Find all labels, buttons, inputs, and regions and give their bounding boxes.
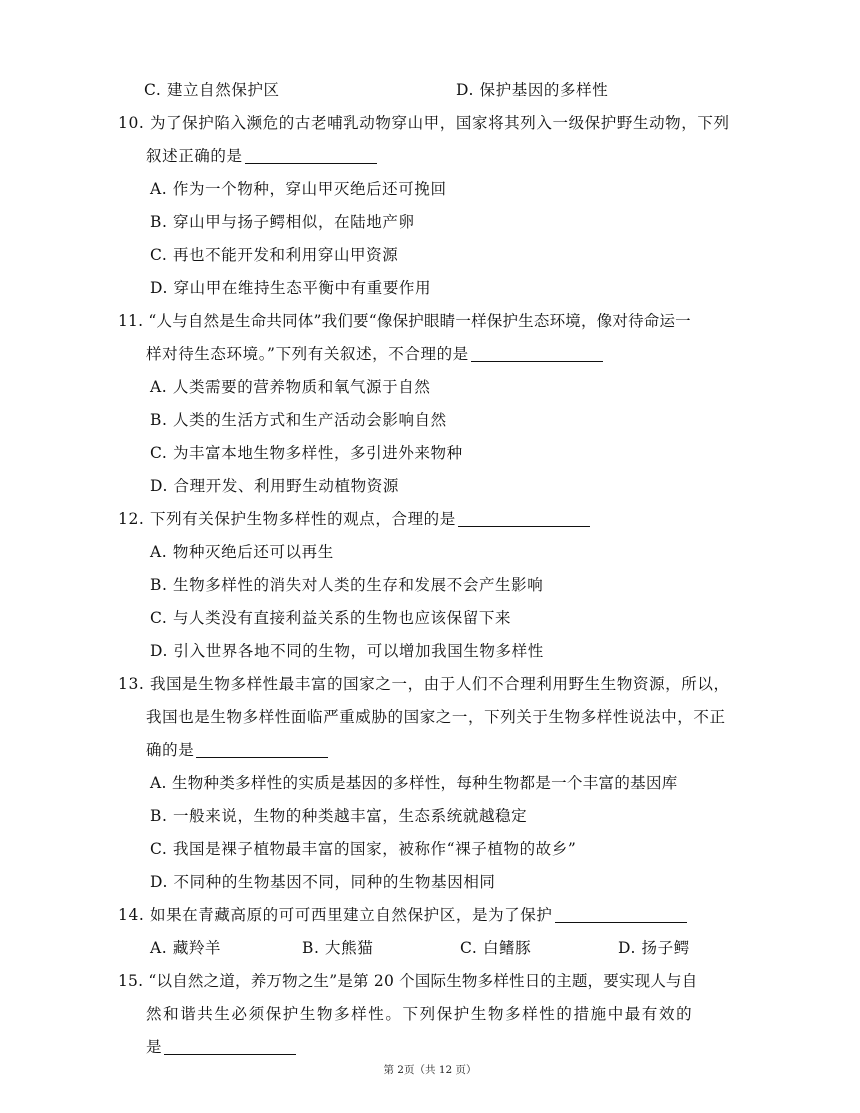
- option-d: D. 合理开发、利用野生动植物资源: [150, 477, 399, 495]
- option-d: D. 引入世界各地不同的生物，可以增加我国生物多样性: [150, 642, 544, 660]
- question-text: 叙述正确的是: [146, 147, 243, 165]
- option-c: C. 建立自然保护区: [144, 81, 280, 99]
- question-text: 是: [146, 1038, 163, 1056]
- question-text: “人与自然是生命共同体”我们要“像保护眼睛一样保护生态环境，像对待命运一: [148, 312, 691, 330]
- question-15-line2: 然和谐共生必须保护生物多样性。下列保护生物多样性的措施中最有效的: [146, 1005, 694, 1023]
- question-text: 确的是: [146, 741, 195, 759]
- option-a: A. 人类需要的营养物质和氧气源于自然: [150, 378, 431, 396]
- question-14: [118, 905, 687, 925]
- question-11: [118, 311, 691, 331]
- option-c: C. 再也不能开发和利用穿山甲资源: [150, 246, 399, 264]
- question-text: 如果在青藏高原的可可西里建立自然保护区，是为了保护: [149, 906, 553, 924]
- question-12: [118, 509, 590, 529]
- page-footer: 第 2页（共 12 页）: [383, 1064, 477, 1076]
- option-c: C. 与人类没有直接利益关系的生物也应该保留下来: [150, 609, 512, 627]
- question-text: 我国是生物多样性最丰富的国家之一，由于人们不合理利用野生生物资源，所以，: [149, 675, 730, 693]
- question-number: 15.: [118, 972, 144, 990]
- option-b: B. 一般来说，生物的种类越丰富，生态系统就越稳定: [150, 807, 528, 825]
- option-c: C. 我国是裸子植物最丰富的国家，被称作“裸子植物的故乡”: [150, 840, 577, 858]
- question-11-line2: [146, 344, 603, 364]
- option-d: D. 穿山甲在维持生态平衡中有重要作用: [150, 279, 432, 297]
- option-c: C. 为丰富本地生物多样性，多引进外来物种: [150, 444, 463, 462]
- option-a: A. 物种灭绝后还可以再生: [150, 543, 334, 561]
- question-text: 为了保护陷入濒危的古老哺乳动物穿山甲，国家将其列入一级保护野生动物，下列: [149, 114, 730, 132]
- option-b: B. 生物多样性的消失对人类的生存和发展不会产生影响: [150, 576, 544, 594]
- answer-blank[interactable]: [164, 1038, 296, 1055]
- question-15-line3: [146, 1037, 296, 1057]
- question-number: 10.: [118, 114, 145, 132]
- option-b: B. 穿山甲与扬子鳄相似，在陆地产卵: [150, 213, 415, 231]
- question-text: 下列有关保护生物多样性的观点，合理的是: [149, 510, 456, 528]
- option-c: C. 白鳍豚: [460, 939, 532, 957]
- question-number: 13.: [118, 675, 145, 693]
- answer-blank[interactable]: [555, 906, 687, 923]
- question-number: 12.: [118, 510, 145, 528]
- option-b: B. 大熊猫: [302, 939, 374, 957]
- question-number: 11.: [118, 312, 144, 330]
- answer-blank[interactable]: [196, 741, 328, 758]
- option-b: B. 人类的生活方式和生产活动会影响自然: [150, 411, 447, 429]
- answer-blank[interactable]: [458, 510, 590, 527]
- option-d: D. 保护基因的多样性: [456, 81, 609, 99]
- option-a: A. 作为一个物种，穿山甲灭绝后还可挽回: [150, 180, 447, 198]
- question-text: “以自然之道，养万物之生”是第 20 个国际生物多样性日的主题，要实现人与自: [148, 972, 698, 990]
- question-number: 14.: [118, 906, 145, 924]
- option-d: D. 不同种的生物基因不同，同种的生物基因相同: [150, 873, 496, 891]
- question-10: [118, 113, 730, 133]
- question-text: 样对待生态环境。”下列有关叙述，不合理的是: [146, 345, 469, 363]
- option-d: D. 扬子鳄: [618, 939, 690, 957]
- question-15: [118, 971, 697, 991]
- question-13: [118, 674, 730, 694]
- option-a: A. 生物种类多样性的实质是基因的多样性，每种生物都是一个丰富的基因库: [150, 774, 678, 792]
- answer-blank[interactable]: [245, 147, 377, 164]
- question-10-line2: [146, 146, 377, 166]
- question-13-line3: [146, 740, 328, 760]
- question-13-line2: 我国也是生物多样性面临严重威胁的国家之一，下列关于生物多样性说法中，不正: [146, 708, 726, 726]
- option-a: A. 藏羚羊: [150, 939, 222, 957]
- answer-blank[interactable]: [471, 345, 603, 362]
